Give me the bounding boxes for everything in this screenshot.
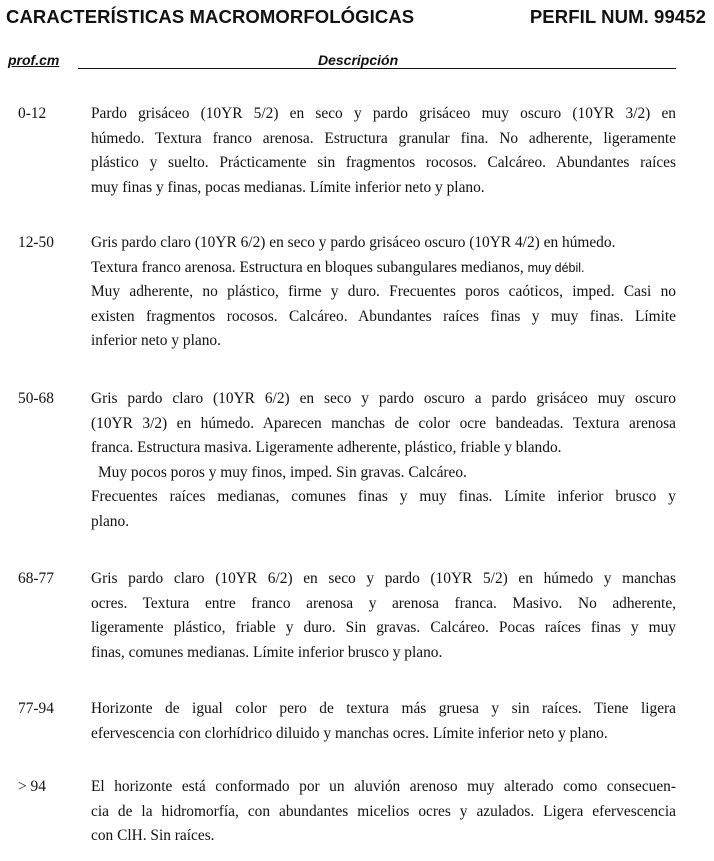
description-line: El horizonte está conformado por un aluvión arenoso muy alterado como consecuen-: [91, 778, 676, 795]
description-line: Muy adherente, no plástico, firme y duro. Frecuentes poros caóticos, imped. Casi no: [91, 283, 676, 301]
depth-column-header: prof.cm: [8, 52, 60, 68]
horizon-description: [91, 697, 676, 746]
horizon-depth: > 94: [18, 778, 46, 795]
description-line: [91, 256, 676, 281]
description-line: ocres. Textura entre franco arenosa y arenosa franca. Masivo. No adherente,: [91, 594, 676, 612]
description-line: inferior neto y plano.: [91, 332, 221, 350]
page-header: [6, 6, 706, 32]
description-line: Horizonte de igual color pero de textura más gruesa y sin raíces. Tiene ligera: [91, 700, 676, 717]
description-line: (10YR 3/2) en húmedo. Aparecen manchas de color ocre bandeadas. Textura arenosa: [91, 414, 676, 432]
description-line: plano.: [91, 512, 130, 530]
page-title: CARACTERÍSTICAS MACROMORFOLÓGICAS: [6, 6, 415, 27]
horizon-description: [91, 567, 676, 665]
description-line: Pardo grisáceo (10YR 5/2) en seco y pardo grisáceo muy oscuro (10YR 3/2) en: [91, 105, 676, 122]
horizon-depth: 50-68: [18, 390, 54, 407]
description-line: húmedo. Textura franco arenosa. Estructura granular fina. No adherente, ligeramente: [91, 129, 676, 147]
description-line: Gris pardo claro (10YR 6/2) en seco y pardo grisáceo oscuro (10YR 4/2) en húmedo.: [91, 234, 616, 251]
description-line: plástico y suelto. Prácticamente sin fragmentos rocosos. Calcáreo. Abundantes raíces: [91, 154, 676, 172]
description-line: Muy pocos poros y muy finos, imped. Sin gravas. Calcáreo.: [98, 463, 467, 481]
description-line: cia de la hidromorfía, con abundantes micelios ocres y azulados. Ligera efervescencia: [91, 802, 676, 820]
description-line: ligeramente plástico, friable y duro. Sin gravas. Calcáreo. Pocas raíces finas y muy: [91, 619, 676, 637]
description-line: Frecuentes raíces medianas, comunes finas y muy finas. Límite inferior brusco y: [91, 488, 676, 506]
horizon-depth: 0-12: [18, 105, 47, 122]
description-line: con ClH. Sin raíces.: [91, 827, 215, 845]
description-header-rule: [78, 68, 676, 69]
horizon-depth: 77-94: [18, 700, 54, 717]
horizon-description: [91, 231, 676, 354]
description-line: existen fragmentos rocosos. Calcáreo. Abundantes raíces finas y muy finas. Límite: [91, 307, 676, 325]
column-headers: [8, 52, 676, 74]
description-line: muy finas y finas, pocas medianas. Límite inferior neto y plano.: [91, 178, 485, 196]
description-line: Gris pardo claro (10YR 6/2) en seco y pardo (10YR 5/2) en húmedo y manchas: [91, 570, 676, 587]
description-line-text: Textura franco arenosa. Estructura en bloques subangulares medianos,: [91, 258, 524, 276]
horizon-depth: 68-77: [18, 570, 54, 587]
description-column-header: Descripción: [318, 52, 399, 68]
description-line: finas, comunes medianas. Límite inferior brusco y plano.: [91, 643, 443, 661]
horizon-description: [91, 775, 676, 849]
description-line: franca. Estructura masiva. Ligeramente adherente, plástico, friable y blando.: [91, 439, 562, 457]
description-line: Gris pardo claro (10YR 6/2) en seco y pardo oscuro a pardo grisáceo muy oscuro: [91, 390, 676, 407]
horizon-depth: 12-50: [18, 234, 54, 251]
horizon-description: [91, 387, 676, 535]
small-insert-text: muy débil.: [527, 260, 585, 275]
profile-number: PERFIL NUM. 99452: [529, 6, 706, 27]
horizon-description: [91, 102, 676, 200]
description-line: efervescencia con clorhídrico diluido y manchas ocres. Límite inferior neto y plano.: [91, 724, 608, 742]
